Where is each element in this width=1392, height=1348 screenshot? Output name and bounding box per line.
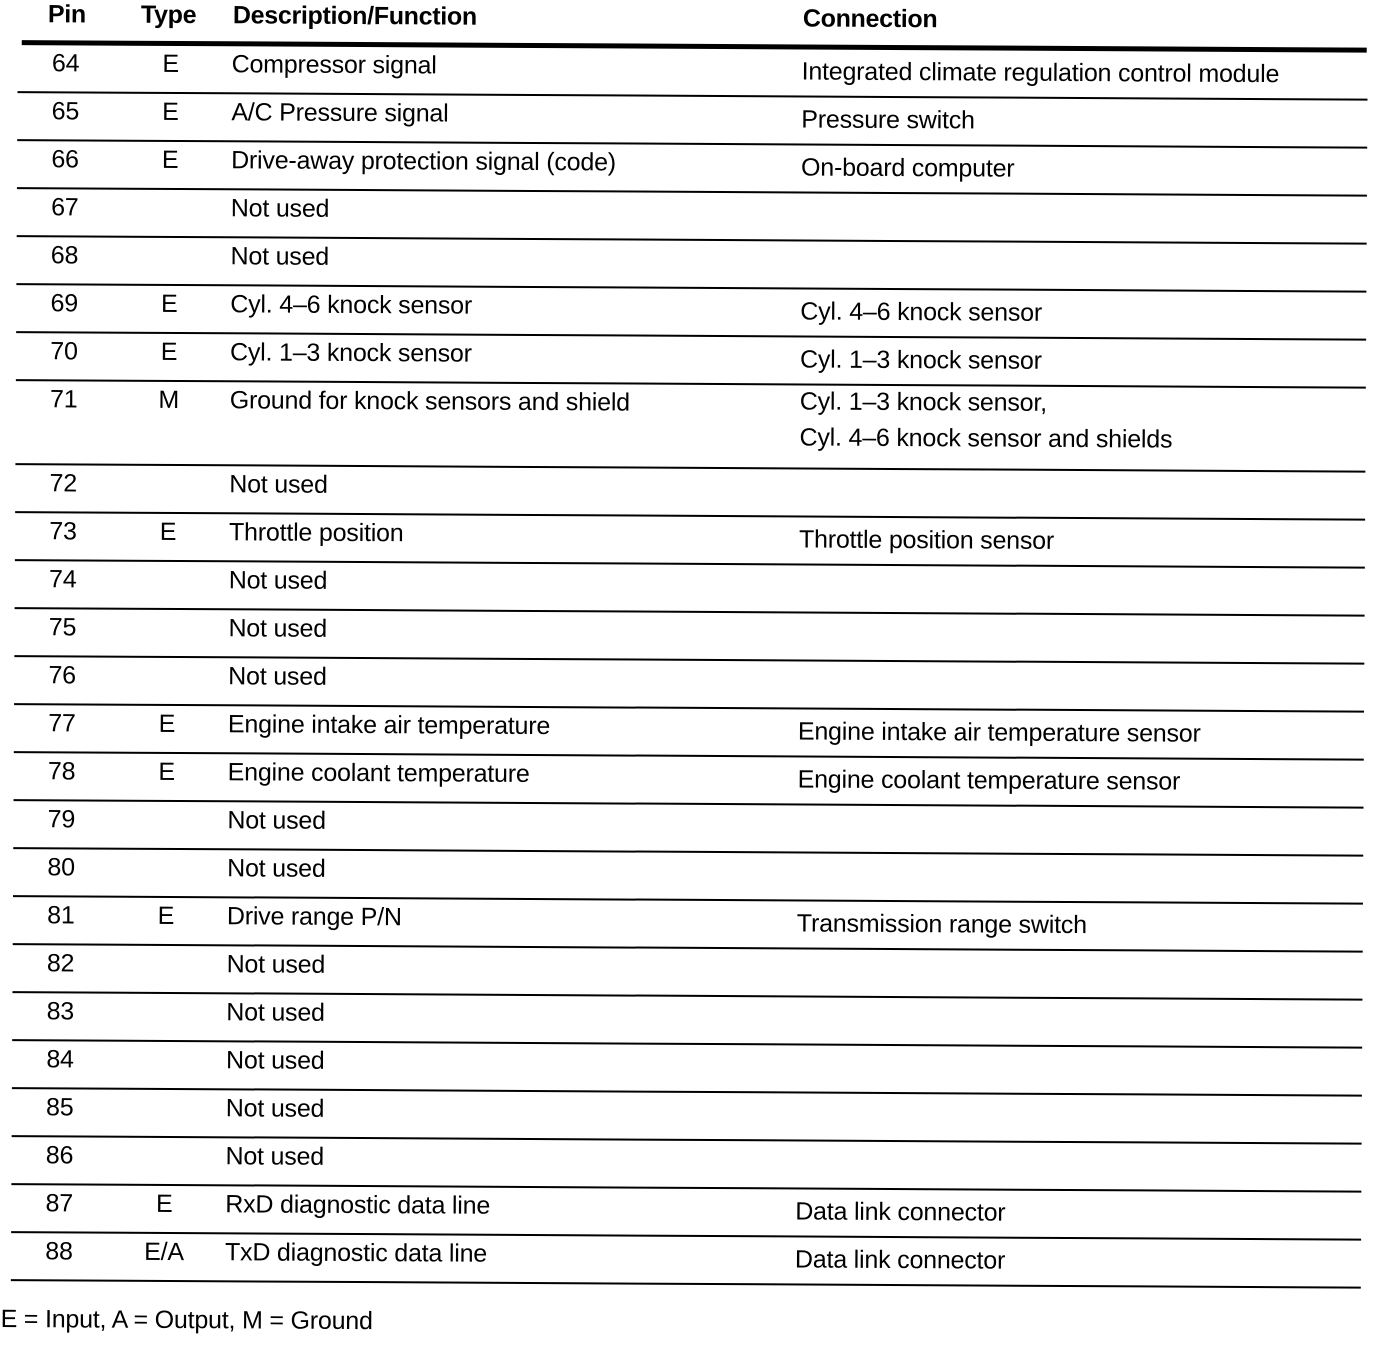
table-row bbox=[12, 1041, 1362, 1097]
connection-cell bbox=[798, 713, 1201, 751]
table-row bbox=[16, 285, 1366, 341]
table-row bbox=[11, 1137, 1361, 1193]
connection-line: Throttle position sensor bbox=[799, 521, 1054, 558]
table-row bbox=[17, 45, 1367, 101]
description-cell: RxD diagnostic data line bbox=[225, 1190, 490, 1220]
description-cell: Not used bbox=[226, 998, 325, 1028]
table-row bbox=[16, 237, 1366, 293]
header-type: Type bbox=[141, 1, 196, 30]
connection-cell bbox=[795, 1241, 1005, 1278]
description-cell: Not used bbox=[226, 1094, 325, 1124]
table-row bbox=[14, 657, 1364, 713]
description-cell: Throttle position bbox=[229, 518, 404, 548]
description-cell: Compressor signal bbox=[232, 50, 437, 80]
description-cell: Not used bbox=[229, 470, 328, 500]
table-row bbox=[11, 1185, 1361, 1241]
connection-cell bbox=[799, 383, 1172, 457]
pin-cell: 67 bbox=[35, 193, 95, 222]
type-cell: E bbox=[129, 1190, 199, 1219]
connection-line: Cyl. 1–3 knock sensor bbox=[800, 341, 1042, 378]
pin-cell: 64 bbox=[36, 49, 96, 78]
pin-cell: 77 bbox=[32, 709, 92, 738]
description-cell: Not used bbox=[228, 614, 327, 644]
connection-cell bbox=[801, 101, 975, 138]
type-cell: E bbox=[134, 290, 204, 319]
pin-cell: 84 bbox=[30, 1045, 90, 1074]
pin-cell: 80 bbox=[31, 853, 91, 882]
table-row bbox=[14, 753, 1364, 809]
legend-footnote: E = Input, A = Output, M = Ground bbox=[1, 1305, 373, 1336]
table-row bbox=[11, 1233, 1361, 1289]
pin-cell: 71 bbox=[34, 385, 94, 414]
type-cell: E bbox=[132, 758, 202, 787]
pin-cell: 74 bbox=[33, 565, 93, 594]
pin-cell: 87 bbox=[29, 1189, 89, 1218]
connection-cell bbox=[800, 341, 1042, 378]
description-cell: Not used bbox=[231, 194, 330, 224]
description-cell: Not used bbox=[227, 854, 326, 884]
type-cell: E bbox=[131, 902, 201, 931]
pin-cell: 86 bbox=[29, 1141, 89, 1170]
type-cell: E/A bbox=[129, 1238, 199, 1267]
connection-cell bbox=[795, 1193, 1005, 1230]
table-row bbox=[17, 93, 1367, 149]
pin-cell: 69 bbox=[34, 289, 94, 318]
type-cell: E bbox=[133, 518, 203, 547]
table-row bbox=[15, 465, 1365, 521]
table-body bbox=[11, 45, 1368, 1289]
header-description: Description/Function bbox=[233, 1, 477, 31]
table-row bbox=[13, 897, 1363, 953]
connection-cell bbox=[801, 149, 1015, 186]
pin-cell: 82 bbox=[31, 949, 91, 978]
type-cell: M bbox=[134, 386, 204, 415]
description-cell: Not used bbox=[227, 806, 326, 836]
table-row bbox=[14, 705, 1364, 761]
connection-line: Engine coolant temperature sensor bbox=[798, 761, 1181, 799]
pin-cell: 78 bbox=[32, 757, 92, 786]
description-cell: Not used bbox=[226, 1046, 325, 1076]
type-cell: E bbox=[134, 338, 204, 367]
pin-cell: 83 bbox=[30, 997, 90, 1026]
description-cell: A/C Pressure signal bbox=[231, 98, 448, 128]
connection-cell bbox=[797, 905, 1087, 943]
pin-cell: 73 bbox=[33, 517, 93, 546]
description-cell: TxD diagnostic data line bbox=[225, 1238, 487, 1268]
table-row bbox=[16, 333, 1366, 389]
description-cell: Ground for knock sensors and shield bbox=[230, 386, 630, 417]
pin-cell: 65 bbox=[35, 97, 95, 126]
connection-line: On-board computer bbox=[801, 149, 1015, 186]
connection-cell bbox=[802, 53, 1280, 92]
table-row bbox=[12, 1089, 1362, 1145]
connection-line: Data link connector bbox=[795, 1241, 1005, 1278]
description-cell: Drive-away protection signal (code) bbox=[231, 146, 616, 177]
description-cell: Engine intake air temperature bbox=[228, 710, 550, 741]
table-row bbox=[15, 561, 1365, 617]
connection-line: Integrated climate regulation control module bbox=[802, 53, 1280, 92]
description-cell: Not used bbox=[230, 242, 329, 272]
type-cell: E bbox=[135, 98, 205, 127]
table-row bbox=[14, 609, 1364, 665]
type-cell: E bbox=[135, 146, 205, 175]
connection-cell bbox=[799, 521, 1054, 558]
pin-cell: 81 bbox=[31, 901, 91, 930]
description-cell: Not used bbox=[228, 662, 327, 692]
pin-cell: 88 bbox=[29, 1237, 89, 1266]
type-cell: E bbox=[136, 50, 206, 79]
table-row bbox=[15, 513, 1365, 569]
pin-cell: 85 bbox=[30, 1093, 90, 1122]
table-row bbox=[12, 993, 1362, 1049]
description-cell: Drive range P/N bbox=[227, 902, 402, 932]
connection-line: Pressure switch bbox=[801, 101, 975, 138]
connection-cell bbox=[798, 761, 1181, 799]
table-row bbox=[13, 849, 1363, 905]
table-row bbox=[13, 801, 1363, 857]
header-connection: Connection bbox=[803, 4, 938, 34]
pin-cell: 79 bbox=[31, 805, 91, 834]
table-row bbox=[15, 381, 1365, 473]
pin-cell: 76 bbox=[32, 661, 92, 690]
connection-line: Transmission range switch bbox=[797, 905, 1087, 943]
connection-line: Cyl. 4–6 knock sensor and shields bbox=[799, 419, 1172, 457]
connection-line: Cyl. 1–3 knock sensor, bbox=[800, 383, 1173, 421]
connection-line: Data link connector bbox=[795, 1193, 1005, 1230]
pin-cell: 72 bbox=[33, 469, 93, 498]
pin-cell: 68 bbox=[34, 241, 94, 270]
pin-cell: 66 bbox=[35, 145, 95, 174]
description-cell: Cyl. 4–6 knock sensor bbox=[230, 290, 472, 320]
description-cell: Not used bbox=[225, 1142, 324, 1172]
connection-line: Engine intake air temperature sensor bbox=[798, 713, 1201, 751]
description-cell: Cyl. 1–3 knock sensor bbox=[230, 338, 472, 368]
pin-cell: 75 bbox=[32, 613, 92, 642]
table-row bbox=[17, 189, 1367, 245]
description-cell: Not used bbox=[227, 950, 326, 980]
table-row bbox=[12, 945, 1362, 1001]
connection-cell bbox=[800, 293, 1042, 330]
pin-cell: 70 bbox=[34, 337, 94, 366]
table-row bbox=[17, 141, 1367, 197]
connection-line: Cyl. 4–6 knock sensor bbox=[800, 293, 1042, 330]
description-cell: Not used bbox=[229, 566, 328, 596]
description-cell: Engine coolant temperature bbox=[228, 758, 530, 789]
type-cell: E bbox=[132, 710, 202, 739]
header-pin: Pin bbox=[48, 0, 86, 29]
